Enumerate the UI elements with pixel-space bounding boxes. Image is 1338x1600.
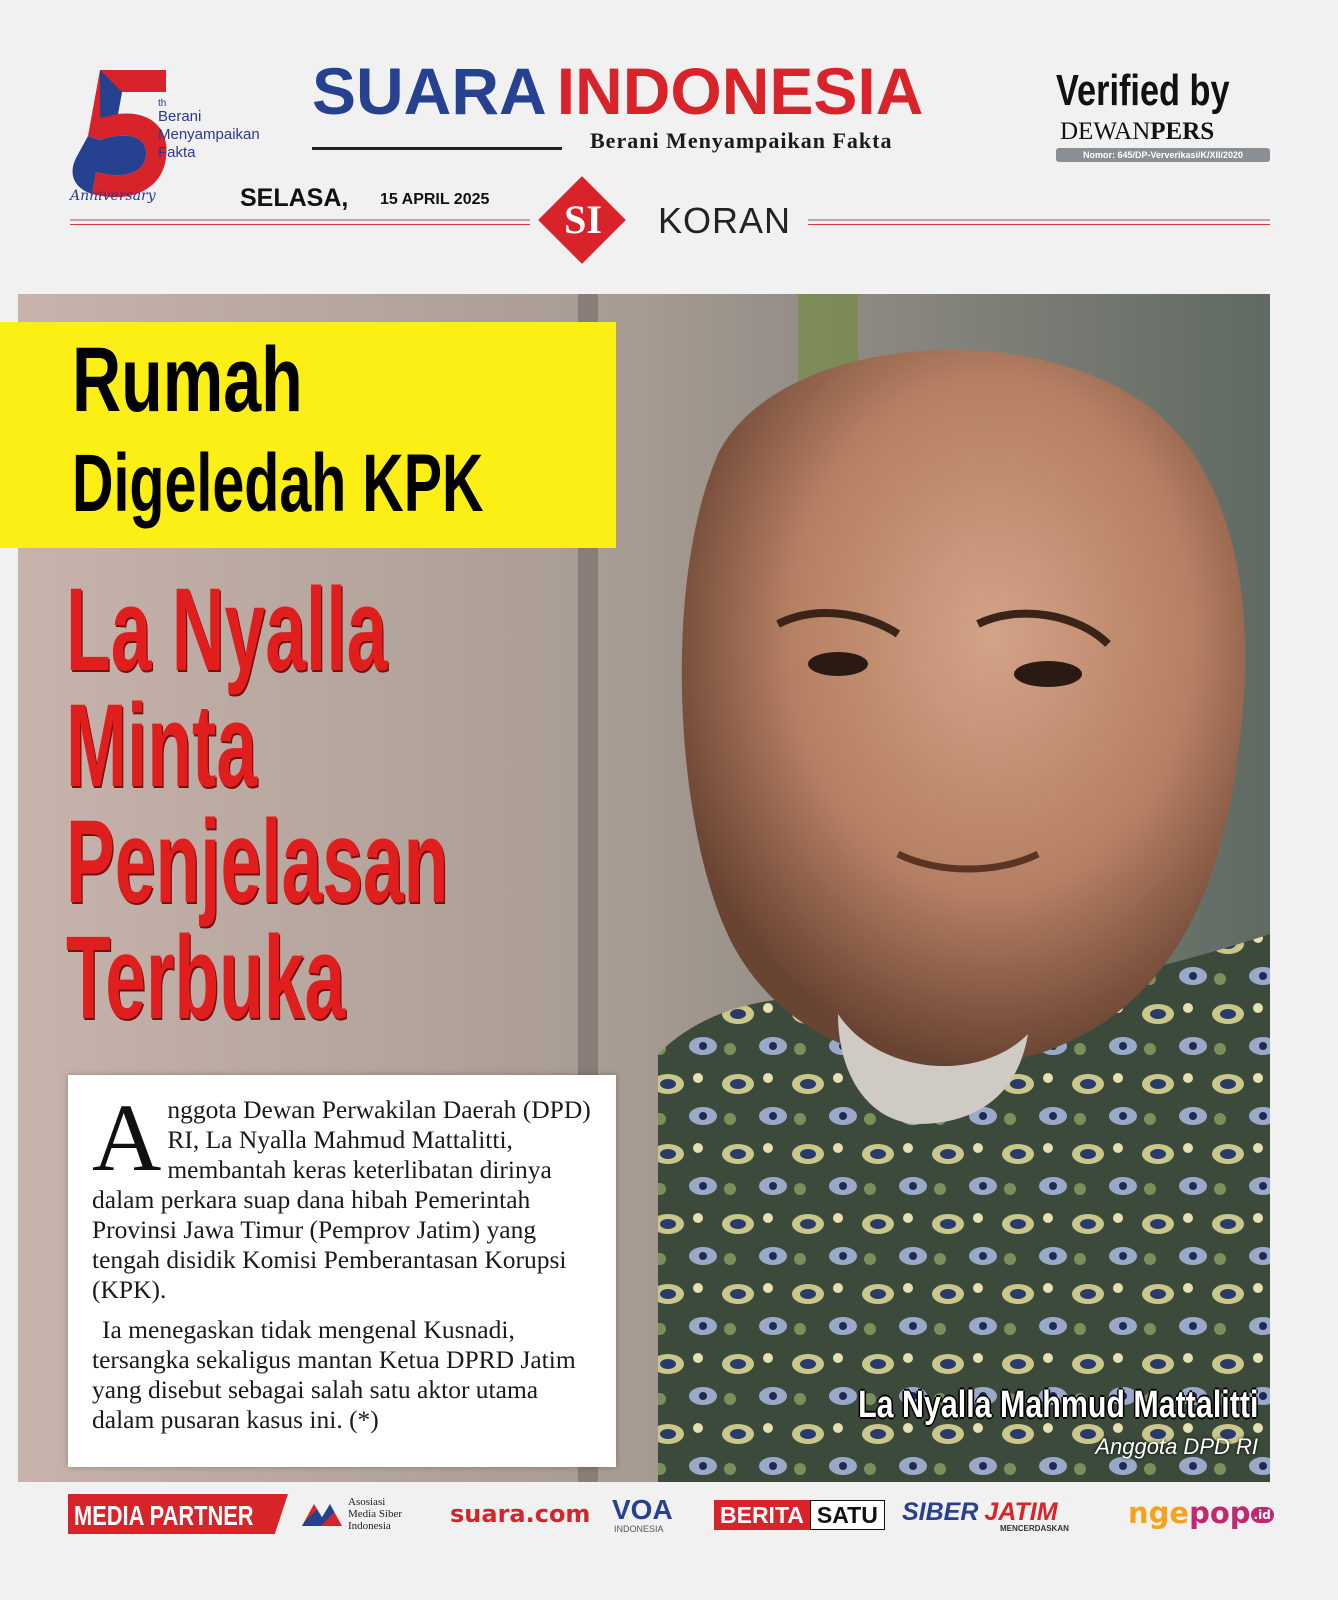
main-headline[interactable]	[66, 564, 449, 1044]
partner-siberjatim-sub: MENCERDASKAN	[1000, 1524, 1069, 1533]
section-label: KORAN	[658, 200, 792, 241]
anniversary-tagline: Berani Menyampaikan Fakta	[158, 108, 260, 161]
divider-left	[70, 219, 530, 221]
amsi-icon	[302, 1504, 342, 1526]
dropcap: A	[92, 1084, 162, 1191]
anniversary-th: th	[158, 98, 167, 109]
divider-left-accent	[70, 224, 530, 225]
partner-voa-logo[interactable]: VOA	[612, 1494, 673, 1525]
verification-number: Nomor: 645/DP-Ververikasi/K/XII/2020	[1056, 148, 1270, 162]
headline-line: Terbuka	[66, 912, 346, 1044]
divider-right-accent	[808, 224, 1270, 225]
lead-paragraph-1: nggota Dewan Perwakilan Daerah (DPD) RI, La Nyalla Mahmud Mattalitti, membantah keras keterlibatan dirinya dalam perkara suap dana hibah Pemerintah Provinsi Jawa Timur (Pemprov Jatim) yang tengah disidik Komisi Pemberantasan Korupsi (KPK).	[92, 1095, 591, 1304]
partner-suara-logo[interactable]: suara.com	[450, 1500, 591, 1528]
dewan-pers-logo: DEWANPERS	[1060, 118, 1215, 145]
partner-amsi-logo[interactable]: Asosiasi Media Siber Indonesia	[302, 1496, 432, 1536]
partner-ngepop-logo[interactable]: ngepop .id	[1128, 1496, 1274, 1530]
lead-article	[92, 1084, 600, 1435]
partner-siberjatim-logo[interactable]: SIBER JATIM	[902, 1498, 1058, 1526]
headline-line: Minta	[66, 680, 258, 812]
divider-right	[808, 219, 1270, 221]
headline-line: La Nyalla	[66, 564, 388, 696]
brand-title[interactable]: SUARA INDONESIA	[312, 54, 924, 128]
media-partner-label: MEDIA PARTNER	[74, 1500, 254, 1531]
partner-beritasatu-logo[interactable]: BERITA SATU	[714, 1500, 885, 1530]
headline-line: Penjelasan	[66, 796, 449, 928]
tagline-divider	[312, 147, 562, 150]
anniversary-script: Anniversary	[70, 188, 156, 204]
lead-paragraph-2: Ia menegaskan tidak mengenal Kusnadi, tersangka sekaligus mantan Ketua DPRD Jatim yang disebut sebagai salah satu aktor utama dalam pusaran kasus ini. (*)	[92, 1315, 576, 1434]
caption-name: La Nyalla Mahmud Mattalitti	[857, 1384, 1258, 1426]
partner-voa-sub: INDONESIA	[614, 1524, 664, 1534]
verified-label: Verified by	[1056, 66, 1230, 115]
date-full: 15 APRIL 2025	[380, 191, 490, 208]
kicker-line-2: Digeledah KPK	[72, 438, 484, 529]
date-day: SELASA,	[240, 184, 349, 212]
brand-tagline: Berani Menyampaikan Fakta	[590, 128, 893, 153]
kicker-line-1: Rumah	[72, 329, 303, 431]
caption-role: Anggota DPD RI	[1095, 1434, 1258, 1459]
si-badge-text: SI	[564, 197, 602, 242]
